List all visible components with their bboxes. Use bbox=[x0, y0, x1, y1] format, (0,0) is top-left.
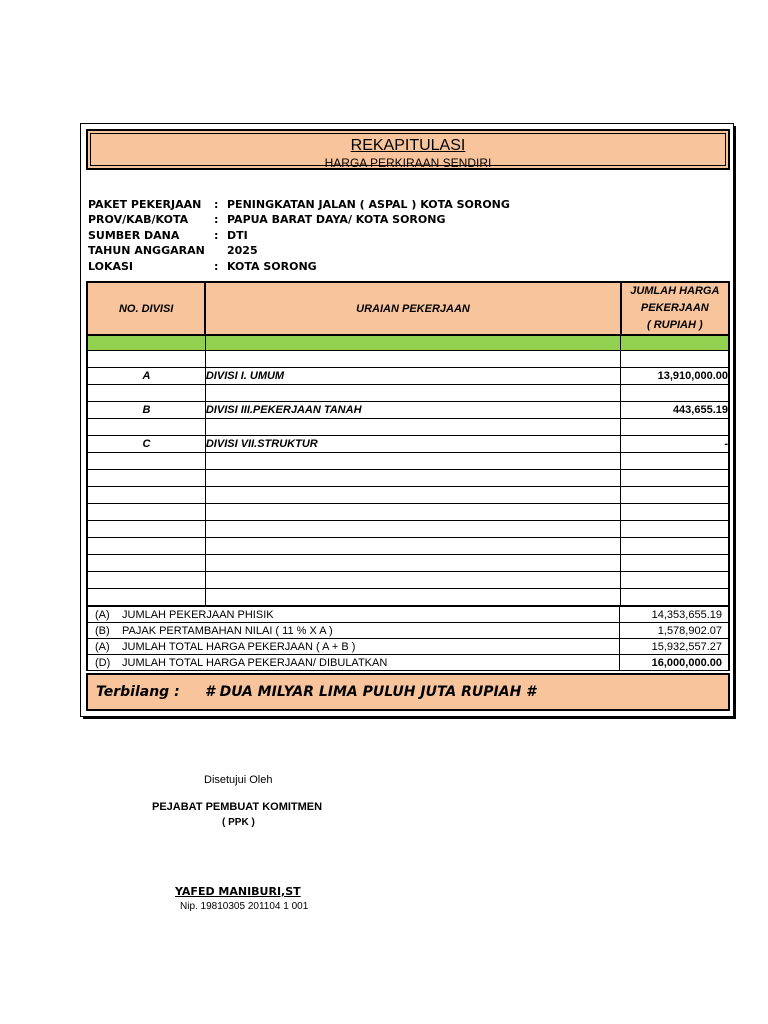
terbilang-box bbox=[86, 673, 730, 711]
info-key: PROV/KAB/KOTA bbox=[88, 213, 189, 226]
table-row bbox=[87, 555, 729, 572]
table-row bbox=[87, 470, 729, 487]
header-jumlah-line1: JUMLAH HARGA bbox=[630, 285, 720, 297]
division-amount: - bbox=[621, 436, 729, 453]
title-inner bbox=[90, 133, 726, 170]
division-row-b bbox=[87, 402, 729, 419]
header-jumlah-line3: ( RUPIAH ) bbox=[647, 319, 703, 331]
division-row-a bbox=[87, 368, 729, 385]
division-name: DIVISI VII.STRUKTUR bbox=[205, 436, 620, 453]
info-key: LOKASI bbox=[88, 260, 134, 273]
info-sep: : bbox=[214, 213, 219, 226]
division-no: B bbox=[87, 402, 205, 419]
table-row bbox=[87, 538, 729, 555]
info-sep: : bbox=[214, 198, 219, 211]
table-row bbox=[87, 504, 729, 521]
table-row bbox=[87, 385, 729, 402]
summary-label bbox=[87, 606, 620, 623]
info-value: PENINGKATAN JALAN ( ASPAL ) KOTA SORONG bbox=[227, 198, 510, 211]
division-table bbox=[86, 281, 730, 606]
division-no: C bbox=[87, 436, 205, 453]
summary-text: JUMLAH PEKERJAAN PHISIK bbox=[122, 608, 274, 621]
header-jumlah-line2: PEKERJAAN bbox=[640, 302, 709, 314]
header-jumlah bbox=[621, 282, 729, 335]
summary-code: (D) bbox=[95, 656, 111, 669]
document-subtitle: HARGA PERKIRAAN SENDIRI bbox=[324, 156, 492, 170]
division-name: DIVISI III.PEKERJAAN TANAH bbox=[205, 402, 620, 419]
summary-code: (A) bbox=[95, 640, 110, 653]
header-uraian: URAIAN PEKERJAAN bbox=[205, 282, 620, 335]
header-no-divisi: NO. DIVISI bbox=[87, 282, 205, 335]
info-value: PAPUA BARAT DAYA/ KOTA SORONG bbox=[227, 213, 446, 226]
signer-name: YAFED MANIBURI,ST bbox=[175, 885, 301, 898]
info-key: PAKET PEKERJAAN bbox=[88, 198, 202, 211]
table-row bbox=[87, 419, 729, 436]
table-row bbox=[87, 453, 729, 470]
table-row bbox=[87, 521, 729, 538]
summary-value-rounded: 16,000,000.00 bbox=[620, 655, 730, 671]
info-value: KOTA SORONG bbox=[227, 260, 317, 273]
info-value: 2025 bbox=[227, 244, 258, 257]
summary-label bbox=[87, 639, 620, 655]
info-key: TAHUN ANGGARAN bbox=[88, 244, 205, 257]
summary-row bbox=[87, 623, 729, 639]
division-row-c bbox=[87, 436, 729, 453]
summary-row bbox=[87, 639, 729, 655]
info-key: SUMBER DANA bbox=[88, 229, 180, 242]
summary-value: 15,932,557.27 bbox=[620, 639, 730, 655]
table-row bbox=[87, 589, 729, 606]
summary-code: (A) bbox=[95, 608, 110, 621]
summary-value: 14,353,655.19 bbox=[620, 606, 730, 623]
summary-row bbox=[87, 655, 729, 671]
frame-shadow-right bbox=[734, 126, 736, 719]
signer-position-abbr: ( PPK ) bbox=[222, 817, 255, 828]
signer-nip: Nip. 19810305 201104 1 001 bbox=[180, 901, 309, 912]
summary-label bbox=[87, 623, 620, 639]
summary-label bbox=[87, 655, 620, 671]
table-row bbox=[87, 351, 729, 368]
table-row bbox=[87, 572, 729, 589]
terbilang-label: Terbilang : bbox=[96, 684, 180, 700]
table-header-row bbox=[87, 282, 729, 335]
green-band-row bbox=[87, 335, 729, 351]
table-row bbox=[87, 487, 729, 504]
info-sep: : bbox=[214, 260, 219, 273]
division-amount: 443,655.19 bbox=[621, 402, 729, 419]
frame-shadow-bottom bbox=[83, 717, 736, 719]
division-no: A bbox=[87, 368, 205, 385]
division-name: DIVISI I. UMUM bbox=[205, 368, 620, 385]
summary-table bbox=[86, 605, 730, 671]
terbilang-value: # DUA MILYAR LIMA PULUH JUTA RUPIAH # bbox=[205, 684, 536, 700]
summary-text: JUMLAH TOTAL HARGA PEKERJAAN ( A + B ) bbox=[122, 640, 356, 653]
signer-position: PEJABAT PEMBUAT KOMITMEN bbox=[152, 801, 323, 813]
info-value: DTI bbox=[227, 229, 248, 242]
approved-by-label: Disetujui Oleh bbox=[204, 774, 273, 786]
division-amount: 13,910,000.00 bbox=[621, 368, 729, 385]
summary-text: JUMLAH TOTAL HARGA PEKERJAAN/ DIBULATKAN bbox=[122, 656, 388, 669]
document-title: REKAPITULASI bbox=[350, 137, 466, 154]
info-sep: : bbox=[214, 229, 219, 242]
summary-row bbox=[87, 606, 729, 623]
title-box bbox=[86, 129, 730, 170]
summary-text: PAJAK PERTAMBAHAN NILAI ( 11 % X A ) bbox=[122, 624, 333, 637]
summary-code: (B) bbox=[95, 624, 110, 637]
summary-value: 1,578,902.07 bbox=[620, 623, 730, 639]
